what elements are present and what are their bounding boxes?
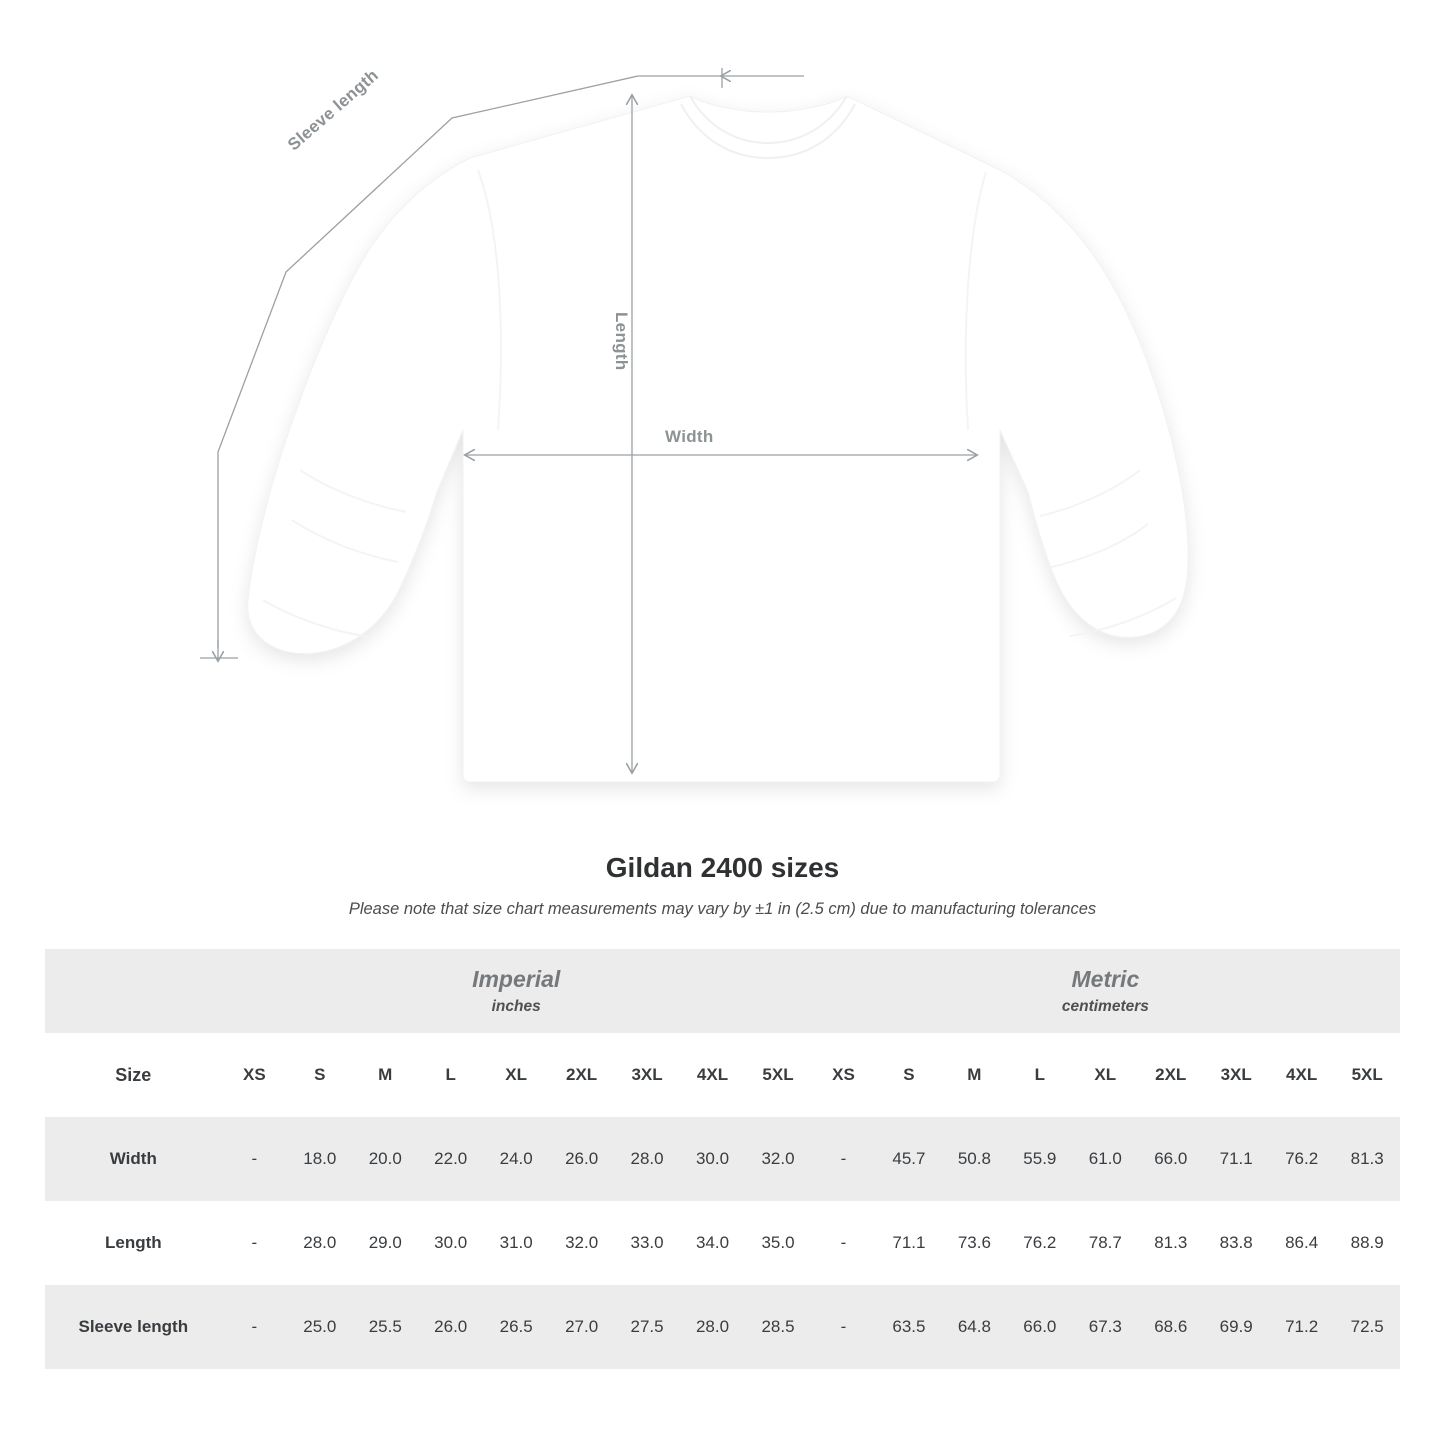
cell-sleeve-metric-5xl: 72.5: [1334, 1285, 1400, 1369]
cell-sleeve-metric-m: 64.8: [942, 1285, 1007, 1369]
unit-name-imperial: Imperial: [472, 965, 561, 992]
column-header-imperial-3xl: 3XL: [614, 1033, 679, 1117]
cell-sleeve-metric-4xl: 71.2: [1269, 1285, 1334, 1369]
cell-width-metric-m: 50.8: [942, 1117, 1007, 1201]
table-row: [45, 1285, 1400, 1369]
cell-length-imperial-2xl: 32.0: [549, 1201, 614, 1285]
cell-width-imperial-m: 20.0: [353, 1117, 418, 1201]
cell-sleeve-metric-3xl: 69.9: [1203, 1285, 1268, 1369]
cell-sleeve-metric-xl: 67.3: [1073, 1285, 1138, 1369]
cell-width-metric-3xl: 71.1: [1203, 1117, 1268, 1201]
unit-sub-imperial: inches: [491, 998, 541, 1016]
size-chart-table: [45, 949, 1400, 1369]
column-header-metric-2xl: 2XL: [1138, 1033, 1203, 1117]
cell-sleeve-imperial-2xl: 27.0: [549, 1285, 614, 1369]
page-title: Gildan 2400 sizes: [605, 852, 840, 883]
cell-length-imperial-xl: 31.0: [483, 1201, 548, 1285]
cell-length-imperial-3xl: 33.0: [614, 1201, 679, 1285]
chart-title-block: [0, 852, 1445, 919]
column-header-imperial-4xl: 4XL: [680, 1033, 745, 1117]
cell-width-imperial-5xl: 32.0: [745, 1117, 811, 1201]
unit-header-spacer: [45, 949, 222, 1033]
width-dimension-label: Width: [665, 427, 714, 446]
cell-length-metric-4xl: 86.4: [1269, 1201, 1334, 1285]
column-header-imperial-xs: XS: [222, 1033, 287, 1117]
cell-width-imperial-l: 22.0: [418, 1117, 483, 1201]
cell-length-imperial-4xl: 34.0: [680, 1201, 745, 1285]
cell-sleeve-metric-xs: -: [811, 1285, 876, 1369]
unit-header-row: [45, 949, 1400, 1033]
unit-header-imperial: [222, 949, 811, 1033]
cell-sleeve-imperial-4xl: 28.0: [680, 1285, 745, 1369]
cell-width-imperial-4xl: 30.0: [680, 1117, 745, 1201]
column-header-imperial-5xl: 5XL: [745, 1033, 811, 1117]
column-header-metric-5xl: 5XL: [1334, 1033, 1400, 1117]
cell-width-imperial-2xl: 26.0: [549, 1117, 614, 1201]
cell-sleeve-imperial-xs: -: [222, 1285, 287, 1369]
column-header-imperial-l: L: [418, 1033, 483, 1117]
cell-width-metric-l: 55.9: [1007, 1117, 1072, 1201]
row-label-length: Length: [45, 1201, 222, 1285]
cell-sleeve-imperial-5xl: 28.5: [745, 1285, 811, 1369]
row-label-width: Width: [45, 1117, 222, 1201]
cell-width-imperial-xl: 24.0: [483, 1117, 548, 1201]
cell-width-metric-5xl: 81.3: [1334, 1117, 1400, 1201]
unit-header-metric: [811, 949, 1400, 1033]
cell-width-imperial-s: 18.0: [287, 1117, 352, 1201]
column-header-metric-l: L: [1007, 1033, 1072, 1117]
cell-length-imperial-xs: -: [222, 1201, 287, 1285]
cell-sleeve-imperial-s: 25.0: [287, 1285, 352, 1369]
cell-length-metric-5xl: 88.9: [1334, 1201, 1400, 1285]
unit-name-metric: Metric: [1071, 965, 1140, 992]
tolerance-note: Please note that size chart measurements may vary by ±1 in (2.5 cm) due to manufacturing tolerances: [348, 900, 1097, 918]
cell-width-metric-4xl: 76.2: [1269, 1117, 1334, 1201]
cell-length-imperial-s: 28.0: [287, 1201, 352, 1285]
column-header-metric-3xl: 3XL: [1203, 1033, 1268, 1117]
cell-length-metric-l: 76.2: [1007, 1201, 1072, 1285]
cell-width-imperial-xs: -: [222, 1117, 287, 1201]
cell-width-metric-xl: 61.0: [1073, 1117, 1138, 1201]
cell-sleeve-metric-s: 63.5: [876, 1285, 941, 1369]
cell-sleeve-imperial-xl: 26.5: [483, 1285, 548, 1369]
cell-length-imperial-5xl: 35.0: [745, 1201, 811, 1285]
size-header-row: [45, 1033, 1400, 1117]
size-table-wrapper: [0, 949, 1445, 1369]
unit-sub-metric: centimeters: [1061, 998, 1149, 1016]
table-row: [45, 1117, 1400, 1201]
column-header-imperial-2xl: 2XL: [549, 1033, 614, 1117]
column-header-metric-xl: XL: [1073, 1033, 1138, 1117]
column-header-imperial-s: S: [287, 1033, 352, 1117]
column-header-imperial-m: M: [353, 1033, 418, 1117]
cell-length-metric-xl: 78.7: [1073, 1201, 1138, 1285]
cell-length-metric-xs: -: [811, 1201, 876, 1285]
length-dimension-label: Length: [612, 312, 631, 371]
cell-sleeve-imperial-m: 25.5: [353, 1285, 418, 1369]
size-header-label: Size: [45, 1033, 222, 1117]
cell-length-metric-3xl: 83.8: [1203, 1201, 1268, 1285]
cell-sleeve-imperial-l: 26.0: [418, 1285, 483, 1369]
cell-length-metric-2xl: 81.3: [1138, 1201, 1203, 1285]
row-label-sleeve-length: Sleeve length: [45, 1285, 222, 1369]
column-header-metric-m: M: [942, 1033, 1007, 1117]
column-header-imperial-xl: XL: [483, 1033, 548, 1117]
cell-width-imperial-3xl: 28.0: [614, 1117, 679, 1201]
column-header-metric-xs: XS: [811, 1033, 876, 1117]
cell-width-metric-s: 45.7: [876, 1117, 941, 1201]
cell-width-metric-xs: -: [811, 1117, 876, 1201]
table-row: [45, 1201, 1400, 1285]
column-header-metric-s: S: [876, 1033, 941, 1117]
cell-sleeve-metric-l: 66.0: [1007, 1285, 1072, 1369]
cell-length-metric-m: 73.6: [942, 1201, 1007, 1285]
sleeve-length-dimension-label: Sleeve length: [284, 65, 383, 155]
cell-sleeve-metric-2xl: 68.6: [1138, 1285, 1203, 1369]
cell-length-metric-s: 71.1: [876, 1201, 941, 1285]
cell-width-metric-2xl: 66.0: [1138, 1117, 1203, 1201]
cell-sleeve-imperial-3xl: 27.5: [614, 1285, 679, 1369]
shirt-silhouette: [248, 96, 1188, 782]
column-header-metric-4xl: 4XL: [1269, 1033, 1334, 1117]
cell-length-imperial-m: 29.0: [353, 1201, 418, 1285]
cell-length-imperial-l: 30.0: [418, 1201, 483, 1285]
